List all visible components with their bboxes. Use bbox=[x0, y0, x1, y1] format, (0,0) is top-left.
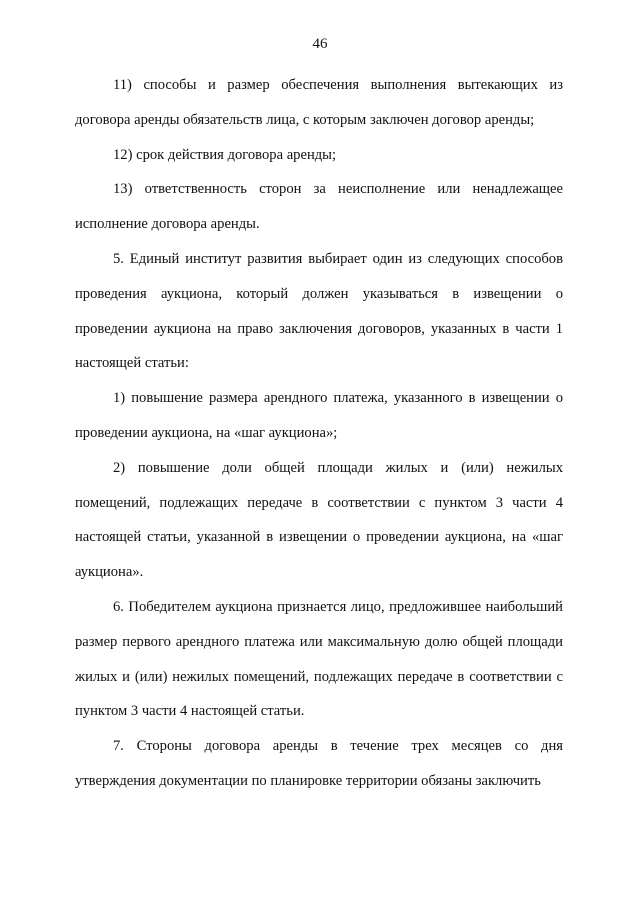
paragraph-clause-5-item-2: 2) повышение доли общей площади жилых и (или) нежилых помещений, подлежащих передаче в соответствии с пунктом 3 части 4 настоящей статьи, указанной в извещении о проведении аукциона, на «шаг аукциона». bbox=[75, 459, 563, 581]
paragraph-clause-5-item-1: 1) повышение размера арендного платежа, указанного в извещении о проведении аукциона, на «шаг аукциона»; bbox=[75, 390, 563, 441]
paragraph-clause-5: 5. Единый институт развития выбирает один из следующих способов проведения аукциона, который должен указываться в извещении о проведении аукциона на право заключения договоров, указанных в части 1 настоящей статьи: bbox=[75, 250, 563, 372]
paragraph-item-12: 12) срок действия договора аренды; bbox=[113, 146, 337, 163]
page-number: 46 bbox=[312, 36, 328, 52]
paragraph-item-13: 13) ответственность сторон за неисполнение или ненадлежащее исполнение договора аренды. bbox=[75, 181, 563, 233]
paragraph-clause-6: 6. Победителем аукциона признается лицо, предложившее наибольший размер первого арендного платежа или максимальную долю общей площади жилых и (или) нежилых помещений, подлежащих передаче в соответствии с пунктом 3 части 4 настоящей статьи. bbox=[75, 598, 563, 720]
paragraph-item-11: 11) способы и размер обеспечения выполнения вытекающих из договора аренды обязательств лица, с которым заключен договор аренды; bbox=[75, 77, 563, 128]
document-body bbox=[75, 68, 563, 799]
paragraph-clause-7: 7. Стороны договора аренды в течение трех месяцев со дня утверждения документации по планировке территории обязаны заключить bbox=[75, 738, 563, 789]
